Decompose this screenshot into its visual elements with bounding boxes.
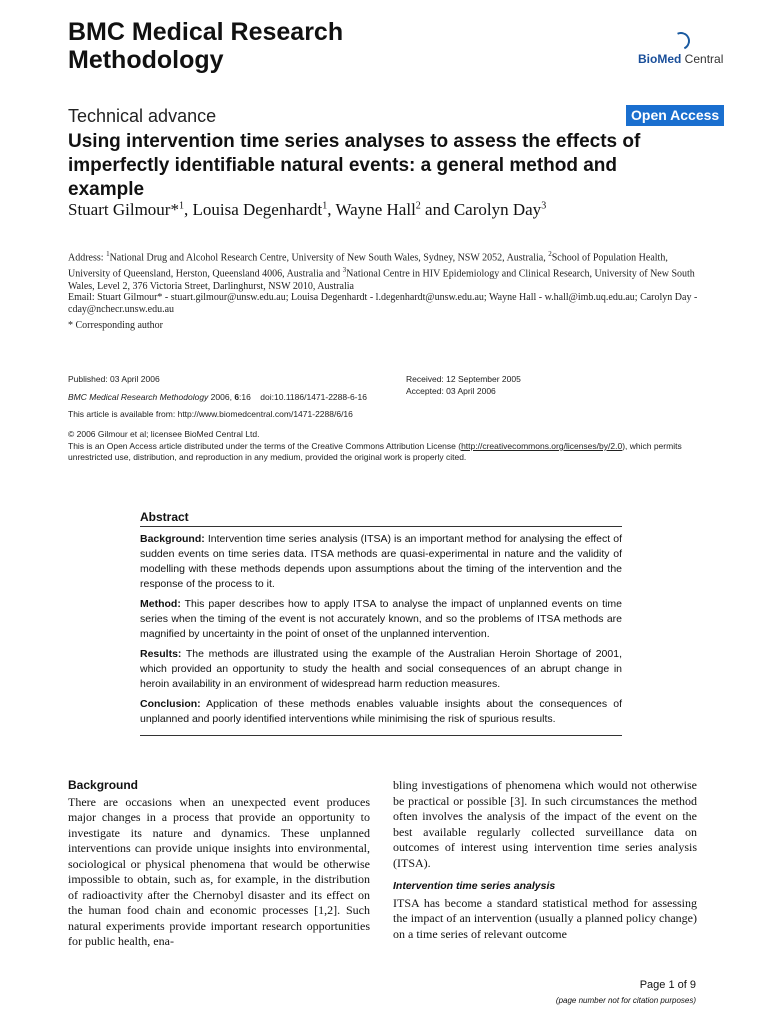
- body-paragraph: bling investigations of phenomena which would not otherwise be practical or possible [3]. In such circumstances the method often involves the analysis of the impact of the event on the best available regularly collected surveillance data on outcomes of interest using intervention time series analysis (ITSA).: [393, 778, 697, 870]
- subsection-heading-itsa: Intervention time series analysis: [393, 880, 556, 892]
- section-heading-background: Background: [68, 778, 139, 792]
- journal-title: [68, 18, 488, 74]
- citation: BMC Medical Research Methodology 2006, 6:16 doi:10.1186/1471-2288-6-16: [68, 392, 367, 402]
- author-list: Stuart Gilmour*$^1$, Louisa Degenhardt$^1$, Wayne Hall$^2$ and Carolyn Day$^3$: [68, 200, 547, 219]
- author-affiliation: 1: [178, 200, 184, 212]
- copyright-notice: © 2006 Gilmour et al; licensee BioMed Central Ltd.: [68, 429, 260, 439]
- author-name: Louisa Degenhardt: [192, 200, 323, 219]
- accepted-date: Accepted: 03 April 2006: [406, 386, 496, 396]
- abstract-heading: Abstract: [140, 510, 622, 527]
- body-column-right: [393, 778, 697, 942]
- author-affiliation: 1: [322, 200, 328, 212]
- publisher-wordmark: BioMed Central: [638, 52, 724, 66]
- license-link[interactable]: http://creativecommons.org/licenses/by/2.0: [461, 441, 623, 451]
- journal-title-line1: BMC Medical Research: [68, 18, 344, 46]
- corresponding-author-note: * Corresponding author: [68, 320, 163, 331]
- author-emails: Email: Stuart Gilmour* - stuart.gilmour@unsw.edu.au; Louisa Degenhardt - l.degenhardt@unsw.edu.au; Wayne Hall - w.hall@imb.uq.edu.au; Carolyn Day - cday@nchecr.unsw.edu.au: [68, 292, 698, 315]
- biomed-central-logo-icon: [669, 29, 692, 52]
- author-name: Carolyn Day: [453, 200, 542, 219]
- body-paragraph: ITSA has become a standard statistical method for assessing the impact of an intervention (usually a planned policy change) on a time series of relevant outcome: [393, 895, 697, 941]
- abstract-conclusion: Conclusion: Application of these methods enables valuable insights about the consequences of unplanned and poorly identified interventions while minimising the risk of spurious results.: [140, 698, 622, 725]
- article-category: Technical advance: [68, 106, 217, 126]
- abstract-method: Method: This paper describes how to apply ITSA to analyse the impact of unplanned events on time series when the timing of the event is not accurately known, and so the problems of ITSA methods are magnified by uncertainty in the point of onset of the unplanned intervention.: [140, 598, 622, 640]
- article-title: Using intervention time series analyses to assess the effects of imperfectly identifiable natural events: a general method and example: [68, 131, 641, 200]
- article-url: This article is available from: http://www.biomedcentral.com/1471-2288/6/16: [68, 409, 353, 419]
- received-date: Received: 12 September 2005: [406, 374, 521, 384]
- abstract-background: Background: Intervention time series analysis (ITSA) is an important method for analysing the effect of sudden events on time series data. ITSA methods are quasi-experimental in nature and the validity of modelling with these methods depends upon assumptions about the timing of the intervention and the response of the process to it.: [140, 533, 622, 590]
- author-name: Wayne Hall: [335, 200, 416, 219]
- author-affiliation: 2: [415, 200, 421, 212]
- open-access-badge: Open Access: [626, 105, 724, 126]
- abstract-section: [140, 510, 622, 736]
- page-number-note: (page number not for citation purposes): [555, 996, 696, 1005]
- author-affiliation: 3: [541, 200, 547, 212]
- author-name: Stuart Gilmour*: [68, 200, 179, 219]
- abstract-divider: [140, 735, 622, 736]
- published-date: Published: 03 April 2006: [68, 374, 160, 384]
- body-column-left: [68, 778, 370, 950]
- journal-title-line2: Methodology: [68, 46, 224, 74]
- affiliations: Address: $^1$National Drug and Alcohol Research Centre, University of New South Wales, Sydney, NSW 2052, Australia, $^2$School of Population Health, University of Queensland, Herston, Queensland 4006, Australia and $^3$National Centre in HIV Epidemiology and Clinical Research, University of New South Wales, Level 2, 376 Victoria Street, Darlinghurst, NSW 2010, Australia: [68, 250, 695, 292]
- publisher-logo: [638, 30, 726, 70]
- body-paragraph: There are occasions when an unexpected event produces major changes in a process that provide an opportunity to investigate its nature and dynamics. These unplanned interventions can provide unique insights into environmental, sociological or physical phenomena that would be otherwise impossible to obtain, such as, for example, in the distribution of radioactivity after the Chernobyl disaster and its effect on the human food chain and economic processes [1,2]. Such natural experiments provide important research opportunities for public health, ena-: [68, 794, 370, 948]
- abstract-results: Results: The methods are illustrated using the example of the Australian Heroin Shortage of 2001, which provided an opportunity to study the health and social consequences of an abrupt change in heroin availability in an environment of widespread harm reduction measures.: [140, 648, 622, 690]
- page-number: Page 1 of 9: [639, 979, 696, 991]
- license-notice: This is an Open Access article distributed under the terms of the Creative Commons Attribution License (http://creativecommons.org/licenses/by/2.0), which permits unrestricted use, distribution, and reproduction in any medium, provided the original work is properly cited.: [68, 441, 682, 462]
